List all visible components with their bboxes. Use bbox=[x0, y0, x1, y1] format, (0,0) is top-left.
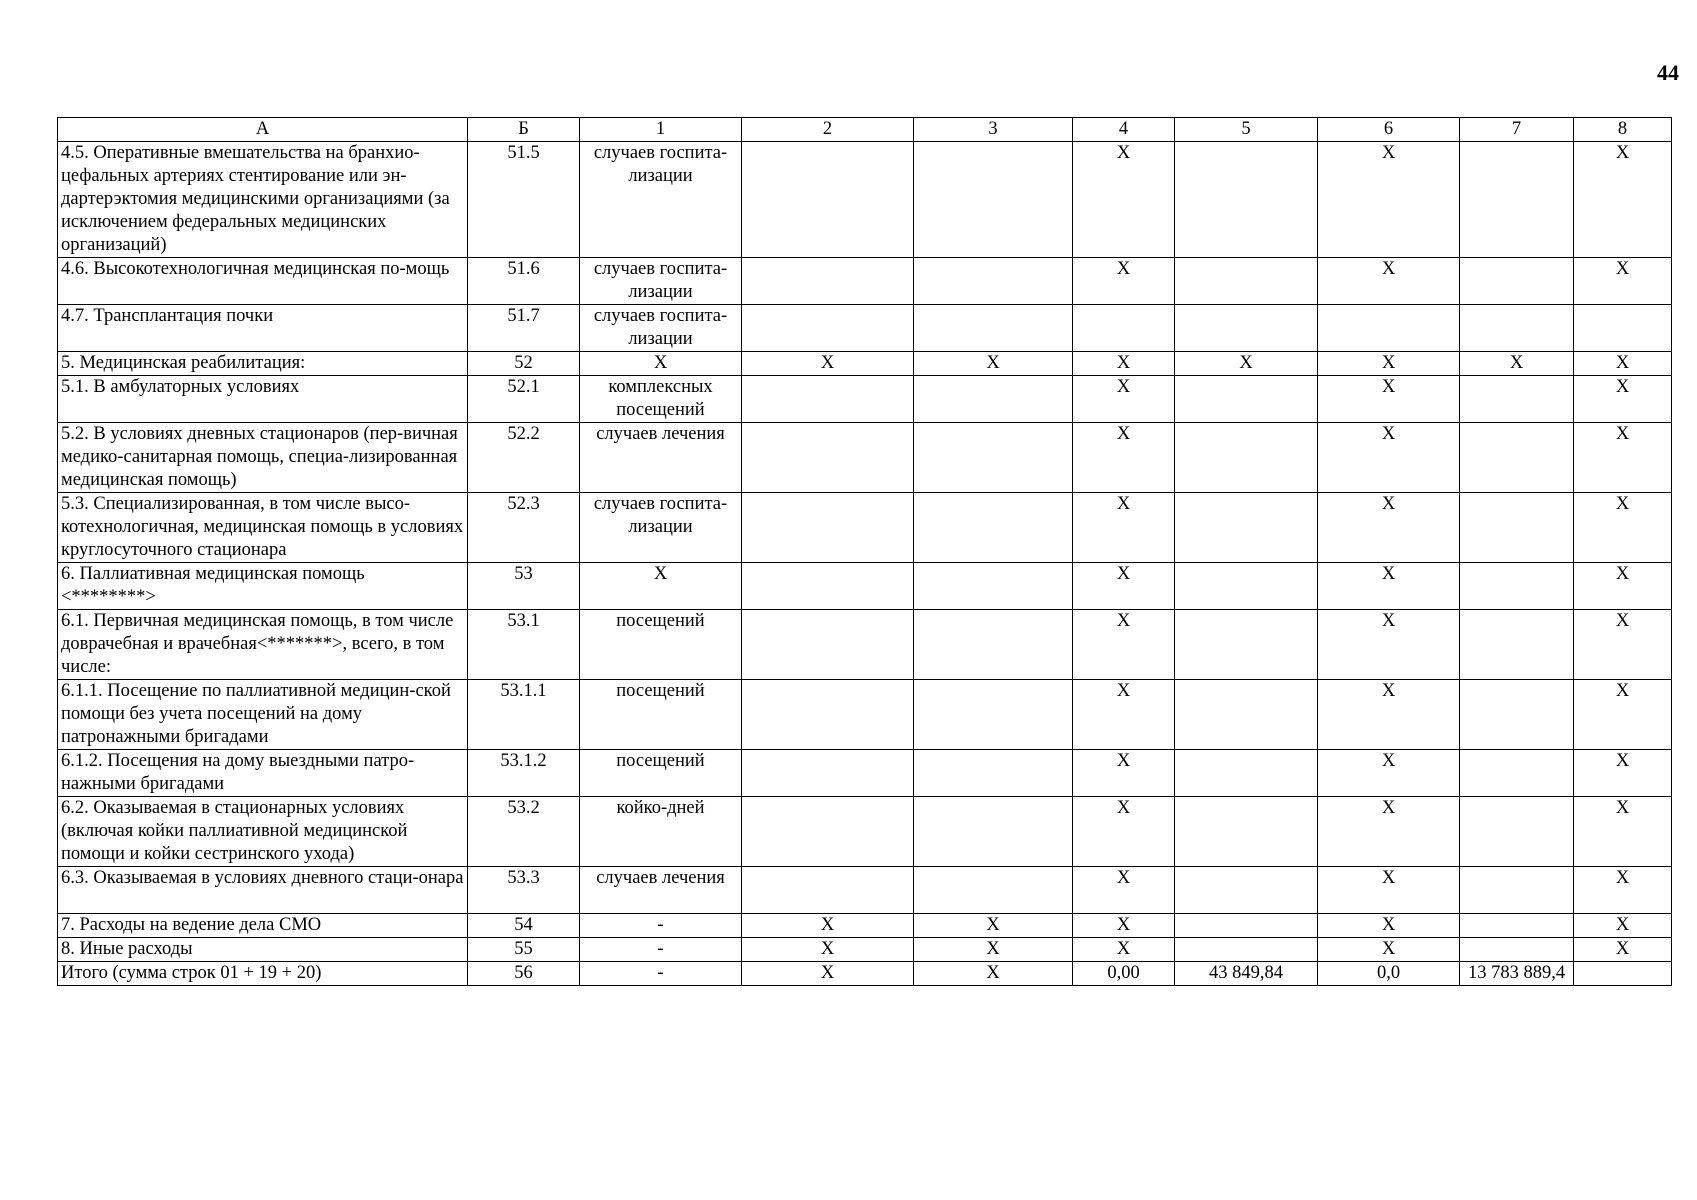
cell-col-5 bbox=[1175, 258, 1318, 305]
cell-col-7 bbox=[1460, 305, 1574, 352]
cell-col-4: X bbox=[1073, 750, 1175, 797]
cell-col-2 bbox=[742, 258, 914, 305]
cell-col-2 bbox=[742, 867, 914, 914]
row-name: 6.1.2. Посещения на дому выездными патро-нажными бригадами bbox=[58, 750, 468, 797]
row-code: 52.2 bbox=[468, 423, 580, 493]
cell-col-8: X bbox=[1574, 142, 1672, 258]
row-code: 56 bbox=[468, 962, 580, 986]
cell-col-8: X bbox=[1574, 867, 1672, 914]
cell-col-8: X bbox=[1574, 797, 1672, 867]
cell-col-8: X bbox=[1574, 680, 1672, 750]
cell-col-3 bbox=[914, 376, 1073, 423]
cell-col-2: X bbox=[742, 352, 914, 376]
row-code: 52.3 bbox=[468, 493, 580, 563]
row-name: 8. Иные расходы bbox=[58, 938, 468, 962]
cell-col-3 bbox=[914, 305, 1073, 352]
cell-col-6: X bbox=[1318, 938, 1460, 962]
cell-col-6 bbox=[1318, 305, 1460, 352]
row-name: 5.2. В условиях дневных стационаров (пер-вичная медико-санитарная помощь, специа-лизированная медицинская помощь) bbox=[58, 423, 468, 493]
cell-col-2: X bbox=[742, 938, 914, 962]
cell-col-7 bbox=[1460, 797, 1574, 867]
cell-col-2 bbox=[742, 493, 914, 563]
cell-col-6: X bbox=[1318, 797, 1460, 867]
row-code: 51.6 bbox=[468, 258, 580, 305]
cell-col-4: X bbox=[1073, 258, 1175, 305]
row-name: 4.6. Высокотехнологичная медицинская по-мощь bbox=[58, 258, 468, 305]
row-unit: комплексных посещений bbox=[580, 376, 742, 423]
row-unit: койко-дней bbox=[580, 797, 742, 867]
table-row bbox=[58, 938, 1672, 962]
row-name: 6.1. Первичная медицинская помощь, в том числе доврачебная и врачебная<*******>, всего, в том числе: bbox=[58, 610, 468, 680]
table-row bbox=[58, 563, 1672, 610]
cell-col-6: X bbox=[1318, 750, 1460, 797]
cell-col-2: X bbox=[742, 962, 914, 986]
cell-col-3 bbox=[914, 610, 1073, 680]
table-row bbox=[58, 423, 1672, 493]
table-row bbox=[58, 493, 1672, 563]
cell-col-5 bbox=[1175, 750, 1318, 797]
cell-col-8: X bbox=[1574, 376, 1672, 423]
row-name: 5. Медицинская реабилитация: bbox=[58, 352, 468, 376]
table-row bbox=[58, 142, 1672, 258]
cell-col-7 bbox=[1460, 867, 1574, 914]
cell-col-5: 43 849,84 bbox=[1175, 962, 1318, 986]
cell-col-7 bbox=[1460, 563, 1574, 610]
cell-col-3 bbox=[914, 142, 1073, 258]
cell-col-6: X bbox=[1318, 352, 1460, 376]
row-name: 6.3. Оказываемая в условиях дневного стаци-онара bbox=[58, 867, 468, 914]
cell-col-5 bbox=[1175, 914, 1318, 938]
header-cell-b: Б bbox=[468, 118, 580, 142]
cell-col-8: X bbox=[1574, 493, 1672, 563]
cell-col-2 bbox=[742, 750, 914, 797]
row-unit: посещений bbox=[580, 680, 742, 750]
cell-col-3 bbox=[914, 563, 1073, 610]
row-name: 5.3. Специализированная, в том числе высо-котехнологичная, медицинская помощь в условиях круглосуточного стационара bbox=[58, 493, 468, 563]
cell-col-3 bbox=[914, 493, 1073, 563]
table-row bbox=[58, 305, 1672, 352]
cell-col-4: X bbox=[1073, 867, 1175, 914]
cell-col-8 bbox=[1574, 962, 1672, 986]
cell-col-2 bbox=[742, 797, 914, 867]
cell-col-7: 13 783 889,4 bbox=[1460, 962, 1574, 986]
table-row bbox=[58, 914, 1672, 938]
cell-col-2 bbox=[742, 423, 914, 493]
cell-col-7 bbox=[1460, 423, 1574, 493]
cell-col-7 bbox=[1460, 142, 1574, 258]
row-unit: - bbox=[580, 914, 742, 938]
table-row bbox=[58, 797, 1672, 867]
row-code: 53.3 bbox=[468, 867, 580, 914]
cell-col-4: X bbox=[1073, 914, 1175, 938]
row-name: Итого (сумма строк 01 + 19 + 20) bbox=[58, 962, 468, 986]
cell-col-2 bbox=[742, 563, 914, 610]
cell-col-4: X bbox=[1073, 938, 1175, 962]
cell-col-5 bbox=[1175, 867, 1318, 914]
cell-col-4: X bbox=[1073, 563, 1175, 610]
cell-col-5 bbox=[1175, 797, 1318, 867]
cell-col-3 bbox=[914, 750, 1073, 797]
cell-col-4: X bbox=[1073, 352, 1175, 376]
header-cell-3: 3 bbox=[914, 118, 1073, 142]
row-unit: X bbox=[580, 352, 742, 376]
cell-col-7: X bbox=[1460, 352, 1574, 376]
cell-col-4: X bbox=[1073, 797, 1175, 867]
cell-col-6: X bbox=[1318, 563, 1460, 610]
cell-col-5 bbox=[1175, 493, 1318, 563]
header-row bbox=[58, 118, 1672, 142]
table-row bbox=[58, 610, 1672, 680]
cell-col-4: X bbox=[1073, 680, 1175, 750]
row-code: 55 bbox=[468, 938, 580, 962]
cell-col-2 bbox=[742, 610, 914, 680]
row-code: 51.5 bbox=[468, 142, 580, 258]
cell-col-5 bbox=[1175, 423, 1318, 493]
row-unit: посещений bbox=[580, 610, 742, 680]
cell-col-3: X bbox=[914, 352, 1073, 376]
cell-col-8: X bbox=[1574, 938, 1672, 962]
cell-col-8: X bbox=[1574, 750, 1672, 797]
cell-col-7 bbox=[1460, 938, 1574, 962]
cell-col-7 bbox=[1460, 750, 1574, 797]
cell-col-4: 0,00 bbox=[1073, 962, 1175, 986]
row-unit: - bbox=[580, 938, 742, 962]
cell-col-4: X bbox=[1073, 610, 1175, 680]
cell-col-7 bbox=[1460, 376, 1574, 423]
cell-col-3 bbox=[914, 258, 1073, 305]
cell-col-5 bbox=[1175, 938, 1318, 962]
cell-col-8: X bbox=[1574, 423, 1672, 493]
cell-col-4: X bbox=[1073, 423, 1175, 493]
row-code: 51.7 bbox=[468, 305, 580, 352]
row-code: 53.1.1 bbox=[468, 680, 580, 750]
cell-col-6: X bbox=[1318, 610, 1460, 680]
cell-col-2: X bbox=[742, 914, 914, 938]
row-name: 4.5. Оперативные вмешательства на бранхио-цефальных артериях стентирование или эн-дартерэктомия медицинскими организациями (за исключением федеральных медицинских организаций) bbox=[58, 142, 468, 258]
row-name: 6. Паллиативная медицинская помощь <********> bbox=[58, 563, 468, 610]
header-cell-a: А bbox=[58, 118, 468, 142]
cell-col-7 bbox=[1460, 610, 1574, 680]
cell-col-7 bbox=[1460, 680, 1574, 750]
row-name: 4.7. Трансплантация почки bbox=[58, 305, 468, 352]
cell-col-8: X bbox=[1574, 610, 1672, 680]
row-unit: X bbox=[580, 563, 742, 610]
header-cell-1: 1 bbox=[580, 118, 742, 142]
cell-col-6: X bbox=[1318, 423, 1460, 493]
cell-col-3: X bbox=[914, 914, 1073, 938]
row-unit: - bbox=[580, 962, 742, 986]
cell-col-8: X bbox=[1574, 914, 1672, 938]
header-cell-2: 2 bbox=[742, 118, 914, 142]
cell-col-8: X bbox=[1574, 563, 1672, 610]
total-row bbox=[58, 962, 1672, 986]
cell-col-5 bbox=[1175, 142, 1318, 258]
cell-col-3 bbox=[914, 797, 1073, 867]
cell-col-3: X bbox=[914, 938, 1073, 962]
cell-col-8: X bbox=[1574, 352, 1672, 376]
cell-col-5: X bbox=[1175, 352, 1318, 376]
cell-col-6: X bbox=[1318, 680, 1460, 750]
cell-col-6: 0,0 bbox=[1318, 962, 1460, 986]
cell-col-6: X bbox=[1318, 914, 1460, 938]
row-unit: случаев лечения bbox=[580, 423, 742, 493]
cell-col-4: X bbox=[1073, 142, 1175, 258]
row-unit: случаев госпита-лизации bbox=[580, 493, 742, 563]
row-name: 7. Расходы на ведение дела СМО bbox=[58, 914, 468, 938]
cell-col-7 bbox=[1460, 914, 1574, 938]
cell-col-8 bbox=[1574, 305, 1672, 352]
cell-col-2 bbox=[742, 142, 914, 258]
row-code: 53.2 bbox=[468, 797, 580, 867]
table-row bbox=[58, 352, 1672, 376]
data-table bbox=[57, 117, 1672, 986]
row-code: 53.1 bbox=[468, 610, 580, 680]
row-unit: посещений bbox=[580, 750, 742, 797]
cell-col-3 bbox=[914, 867, 1073, 914]
cell-col-3: X bbox=[914, 962, 1073, 986]
cell-col-5 bbox=[1175, 563, 1318, 610]
cell-col-8: X bbox=[1574, 258, 1672, 305]
row-code: 53.1.2 bbox=[468, 750, 580, 797]
cell-col-2 bbox=[742, 305, 914, 352]
cell-col-7 bbox=[1460, 258, 1574, 305]
header-cell-4: 4 bbox=[1073, 118, 1175, 142]
cell-col-3 bbox=[914, 680, 1073, 750]
row-code: 54 bbox=[468, 914, 580, 938]
row-name: 6.1.1. Посещение по паллиативной медицин-ской помощи без учета посещений на дому патронажными бригадами bbox=[58, 680, 468, 750]
header-cell-7: 7 bbox=[1460, 118, 1574, 142]
cell-col-4 bbox=[1073, 305, 1175, 352]
row-unit: случаев госпита-лизации bbox=[580, 142, 742, 258]
cell-col-5 bbox=[1175, 305, 1318, 352]
cell-col-6: X bbox=[1318, 376, 1460, 423]
cell-col-6: X bbox=[1318, 493, 1460, 563]
row-code: 52 bbox=[468, 352, 580, 376]
page-number: 44 bbox=[1657, 60, 1679, 85]
table-row bbox=[58, 680, 1672, 750]
cell-col-3 bbox=[914, 423, 1073, 493]
cell-col-4: X bbox=[1073, 376, 1175, 423]
cell-col-2 bbox=[742, 376, 914, 423]
table-row bbox=[58, 376, 1672, 423]
cell-col-5 bbox=[1175, 610, 1318, 680]
cell-col-5 bbox=[1175, 376, 1318, 423]
row-unit: случаев госпита-лизации bbox=[580, 305, 742, 352]
cell-col-4: X bbox=[1073, 493, 1175, 563]
cell-col-6: X bbox=[1318, 867, 1460, 914]
table-row bbox=[58, 258, 1672, 305]
row-name: 6.2. Оказываемая в стационарных условиях (включая койки паллиативной медицинской помощи и койки сестринского ухода) bbox=[58, 797, 468, 867]
row-code: 53 bbox=[468, 563, 580, 610]
table-row bbox=[58, 750, 1672, 797]
cell-col-7 bbox=[1460, 493, 1574, 563]
row-code: 52.1 bbox=[468, 376, 580, 423]
header-cell-6: 6 bbox=[1318, 118, 1460, 142]
cell-col-2 bbox=[742, 680, 914, 750]
table-row bbox=[58, 867, 1672, 914]
header-cell-5: 5 bbox=[1175, 118, 1318, 142]
row-name: 5.1. В амбулаторных условиях bbox=[58, 376, 468, 423]
row-unit: случаев госпита-лизации bbox=[580, 258, 742, 305]
cell-col-6: X bbox=[1318, 142, 1460, 258]
row-unit: случаев лечения bbox=[580, 867, 742, 914]
header-cell-8: 8 bbox=[1574, 118, 1672, 142]
cell-col-6: X bbox=[1318, 258, 1460, 305]
cell-col-5 bbox=[1175, 680, 1318, 750]
